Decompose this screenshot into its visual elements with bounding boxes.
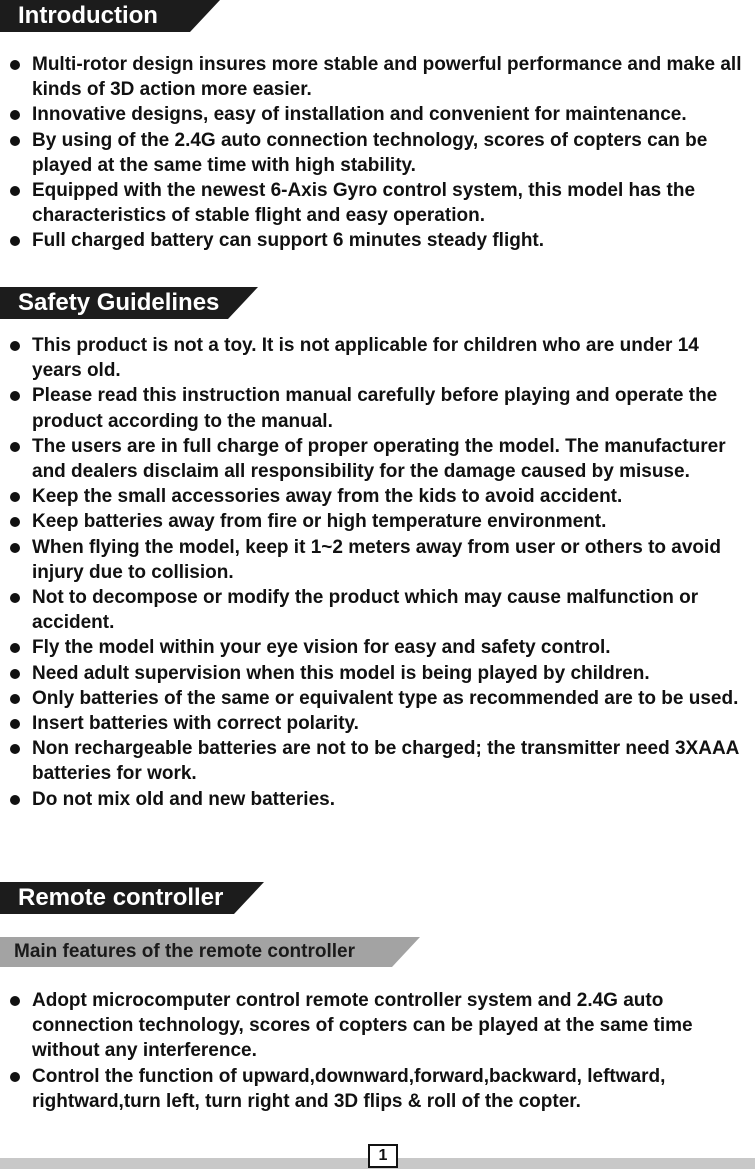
list-item-text: Please read this instruction manual carefully before playing and operate the product according to the manual.	[32, 385, 718, 432]
safety-list	[0, 333, 752, 812]
list-item-text: When flying the model, keep it 1~2 meters away from user or others to avoid injury due to collision.	[32, 536, 721, 583]
list-item	[0, 102, 752, 127]
bullet-icon	[10, 517, 20, 527]
safety-heading: Safety Guidelines	[0, 287, 228, 319]
list-item	[0, 178, 752, 228]
list-item	[0, 585, 752, 635]
list-item-text: Do not mix old and new batteries.	[32, 788, 335, 810]
list-item-text: Not to decompose or modify the product which may cause malfunction or accident.	[32, 587, 699, 634]
list-item-text: Full charged battery can support 6 minutes steady flight.	[32, 230, 545, 252]
list-item-text: Insert batteries with correct polarity.	[32, 713, 359, 735]
list-item	[0, 434, 752, 484]
list-item	[0, 509, 752, 534]
list-item	[0, 787, 752, 812]
list-item	[0, 988, 752, 1064]
list-item-text: Innovative designs, easy of installation and convenient for maintenance.	[32, 104, 687, 126]
bullet-icon	[10, 136, 20, 146]
bullet-icon	[10, 1072, 20, 1082]
list-item	[0, 711, 752, 736]
bullet-icon	[10, 186, 20, 196]
introduction-heading: Introduction	[0, 0, 190, 32]
list-item	[0, 52, 752, 102]
bullet-icon	[10, 795, 20, 805]
list-item	[0, 333, 752, 383]
bullet-icon	[10, 341, 20, 351]
list-item	[0, 484, 752, 509]
bullet-icon	[10, 593, 20, 603]
list-item	[0, 1064, 752, 1114]
list-item	[0, 686, 752, 711]
bullet-icon	[10, 996, 20, 1006]
list-item-text: By using of the 2.4G auto connection technology, scores of copters can be played at the same time with high stability.	[32, 129, 708, 176]
list-item-text: Non rechargeable batteries are not to be charged; the transmitter need 3XAAA batteries for work.	[32, 738, 739, 785]
list-item-text: Keep the small accessories away from the kids to avoid accident.	[32, 486, 623, 508]
bullet-icon	[10, 60, 20, 70]
list-item	[0, 535, 752, 585]
remote-features-list	[0, 988, 752, 1114]
bullet-icon	[10, 543, 20, 553]
list-item-text: Multi-rotor design insures more stable and powerful performance and make all kinds of 3D action more easier.	[32, 54, 742, 101]
list-item	[0, 383, 752, 433]
page-number: 1	[368, 1144, 398, 1168]
introduction-list	[0, 52, 752, 254]
bullet-icon	[10, 669, 20, 679]
list-item-text: Equipped with the newest 6-Axis Gyro control system, this model has the characteristics of stable flight and easy operation.	[32, 180, 696, 227]
list-item-text: Fly the model within your eye vision for easy and safety control.	[32, 637, 611, 659]
bullet-icon	[10, 442, 20, 452]
bullet-icon	[10, 694, 20, 704]
list-item	[0, 635, 752, 660]
bullet-icon	[10, 643, 20, 653]
bullet-icon	[10, 744, 20, 754]
bullet-icon	[10, 110, 20, 120]
list-item-text: Keep batteries away from fire or high temperature environment.	[32, 511, 607, 533]
list-item	[0, 228, 752, 253]
list-item-text: The users are in full charge of proper operating the model. The manufacturer and dealers disclaim all responsibility for the damage caused by misuse.	[32, 435, 726, 483]
list-item-text: Only batteries of the same or equivalent type as recommended are to be used.	[32, 687, 739, 709]
remote-features-subheading: Main features of the remote controller	[0, 937, 392, 967]
list-item	[0, 661, 752, 686]
bullet-icon	[10, 719, 20, 729]
bullet-icon	[10, 391, 20, 401]
list-item-text: Control the function of upward,downward,forward,backward, leftward, rightward,turn left, turn right and 3D flips & roll of the copter.	[32, 1065, 666, 1112]
list-item-text: This product is not a toy. It is not applicable for children who are under 14 years old.	[32, 335, 699, 382]
bullet-icon	[10, 236, 20, 246]
remote-controller-heading: Remote controller	[0, 882, 234, 914]
list-item	[0, 736, 752, 786]
list-item-text: Adopt microcomputer control remote controller system and 2.4G auto connection technology, scores of copters can be played at the same time without any interference.	[32, 990, 693, 1062]
list-item	[0, 128, 752, 178]
list-item-text: Need adult supervision when this model is being played by children.	[32, 662, 650, 684]
bullet-icon	[10, 492, 20, 502]
